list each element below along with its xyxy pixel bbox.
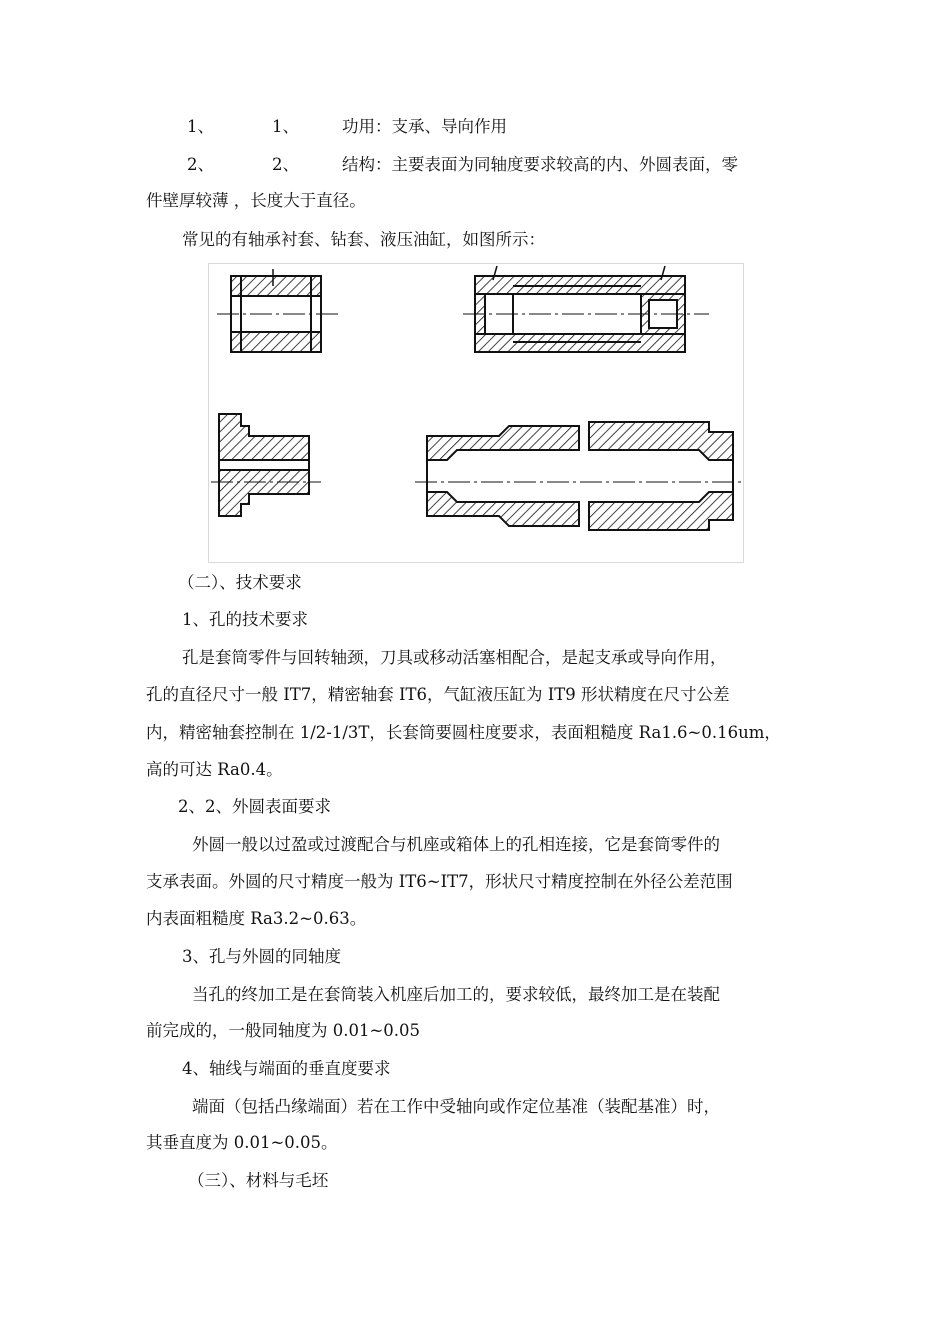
paragraph-line: 当孔的终加工是在套筒装入机座后加工的，要求较低，最终加工是在装配 bbox=[192, 985, 720, 1004]
flanged-bushing-drawing bbox=[219, 414, 309, 516]
subheading-outer-surface: 2、2、外圆表面要求 bbox=[178, 797, 331, 816]
list-number: 1、 bbox=[187, 117, 214, 136]
paragraph-line: 内，精密轴套控制在 1/2-1/3T，长套筒要圆柱度要求，表面粗糙度 Ra1.6~0.16um， bbox=[146, 723, 781, 742]
paragraph-line: 前完成的，一般同轴度为 0.01~0.05 bbox=[146, 1021, 421, 1040]
drill-sleeve-drawing bbox=[475, 266, 685, 352]
paragraph-line: 其垂直度为 0.01~0.05。 bbox=[146, 1133, 338, 1152]
subheading-hole: 1、孔的技术要求 bbox=[182, 610, 308, 629]
list-number: 1、 bbox=[272, 117, 299, 136]
bearing-bushing-drawing bbox=[231, 269, 321, 352]
subheading-perpendicularity: 4、轴线与端面的垂直度要求 bbox=[182, 1059, 391, 1078]
figure-intro: 常见的有轴承衬套、钻套、液压油缸，如图所示： bbox=[182, 230, 545, 249]
paragraph-line: 端面（包括凸缘端面）若在工作中受轴向或作定位基准（装配基准）时， bbox=[192, 1097, 720, 1116]
paragraph-line: 外圆一般以过盈或过渡配合与机座或箱体上的孔相连接，它是套筒零件的 bbox=[192, 835, 720, 854]
list-text: 结构：主要表面为同轴度要求较高的内、外圆表面，零 bbox=[342, 155, 738, 174]
list-number: 2、 bbox=[272, 155, 299, 174]
paragraph-line: 孔的直径尺寸一般 IT7，精密轴套 IT6，气缸液压缸为 IT9 形状精度在尺寸公差 bbox=[146, 685, 730, 704]
section-heading: （三）、材料与毛坯 bbox=[188, 1171, 329, 1190]
paragraph-line: 孔是套筒零件与回转轴颈，刀具或移动活塞相配合，是起支承或导向作用， bbox=[182, 648, 727, 667]
subheading-coaxiality: 3、孔与外圆的同轴度 bbox=[182, 947, 341, 966]
hydraulic-cylinder-drawing bbox=[427, 422, 733, 530]
list-text: 功用：支承、导向作用 bbox=[342, 117, 507, 136]
list-number: 2、 bbox=[187, 155, 214, 174]
sleeve-parts-figure bbox=[208, 263, 744, 563]
section-heading: （二）、技术要求 bbox=[178, 573, 302, 592]
paragraph-line: 高的可达 Ra0.4。 bbox=[146, 760, 283, 779]
paragraph-line: 支承表面。外圆的尺寸精度一般为 IT6~IT7，形状尺寸精度控制在外径公差范围 bbox=[146, 872, 733, 891]
paragraph-line: 内表面粗糙度 Ra3.2~0.63。 bbox=[146, 909, 367, 928]
list-text-continuation: 件壁厚较薄 ，长度大于直径。 bbox=[146, 191, 366, 210]
